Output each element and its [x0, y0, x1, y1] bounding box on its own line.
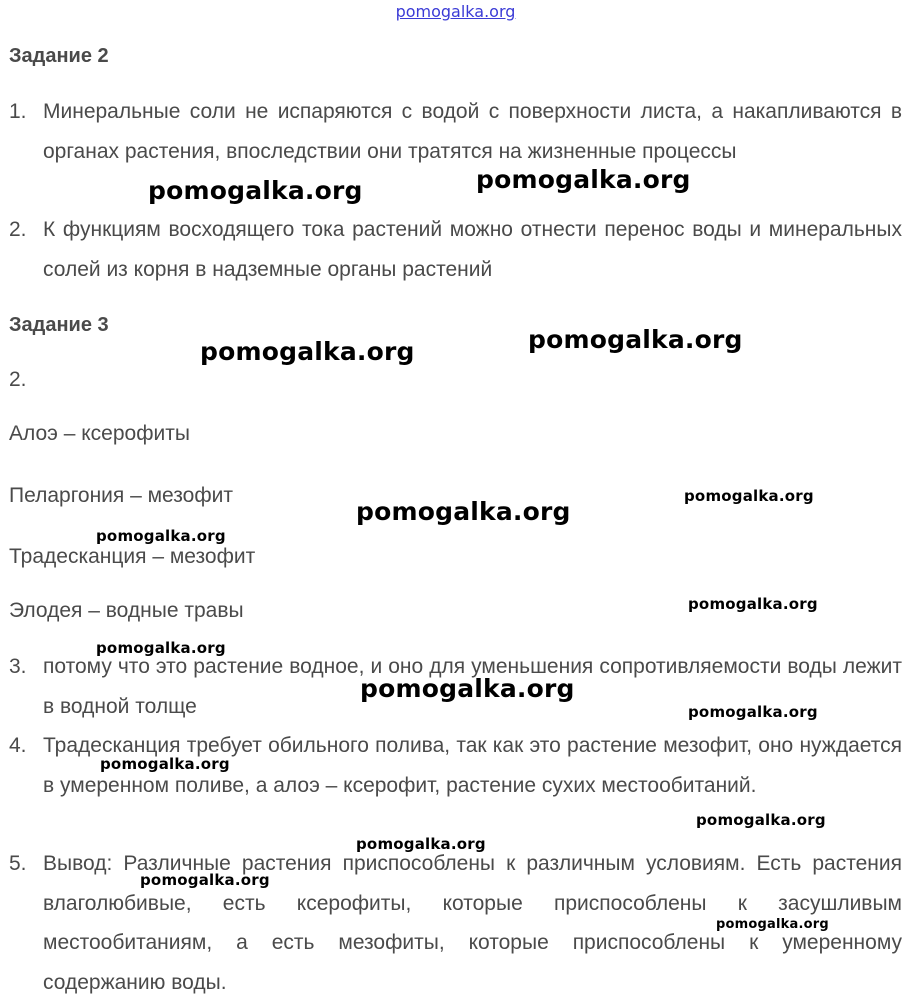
plant-elodea: Элодея – водные травы: [9, 599, 244, 622]
watermark: pomogalka.org: [528, 325, 743, 354]
task3-item-3-text: потому что это растение водное, и оно для уменьшения сопротивляемости воды лежит в водной толще: [43, 655, 902, 718]
task3-item-2-number: 2.: [9, 368, 27, 391]
task3-item-3-number: 3.: [9, 655, 27, 678]
plant-aloe: Алоэ – ксерофиты: [9, 422, 190, 445]
watermark: pomogalka.org: [96, 639, 226, 657]
plant-tradescantia: Традесканция – мезофит: [9, 545, 256, 568]
watermark: pomogalka.org: [696, 811, 826, 829]
task2-heading: Задание 2: [9, 45, 109, 67]
task3-item-4-text: Традесканция требует обильного полива, так как это растение мезофит, оно нуждается в умеренном поливе, а алоэ – ксерофит, растение сухих местообитаний.: [43, 734, 902, 797]
watermark: pomogalka.org: [716, 917, 829, 932]
site-link[interactable]: pomogalka.org: [395, 2, 516, 21]
task3-item-5-text: Вывод: Различные растения приспособлены к различным условиям. Есть растения влаголюбивые, есть ксерофиты, которые приспособлены к засушливым местообитаниям, а есть мезофиты, которые приспособлены к умеренному содержанию воды.: [43, 852, 902, 994]
task2-item-2-text: К функциям восходящего тока растений можно отнести перенос воды и минеральных солей из корня в надземные органы растений: [43, 218, 902, 281]
task2-item-1-number: 1.: [9, 100, 27, 123]
watermark: pomogalka.org: [356, 497, 571, 526]
watermark: pomogalka.org: [684, 487, 814, 505]
watermark: pomogalka.org: [688, 703, 818, 721]
watermark: pomogalka.org: [100, 755, 230, 773]
watermark: pomogalka.org: [476, 165, 691, 194]
task2-item-2-number: 2.: [9, 218, 27, 241]
watermark: pomogalka.org: [148, 176, 363, 205]
watermark: pomogalka.org: [688, 595, 818, 613]
task2-item-1: [9, 92, 902, 171]
watermark: pomogalka.org: [356, 835, 486, 853]
watermark: pomogalka.org: [96, 527, 226, 545]
task2-item-2: [9, 210, 902, 289]
task3-item-4-number: 4.: [9, 734, 27, 757]
task3-item-5-number: 5.: [9, 852, 27, 875]
task3-heading: Задание 3: [9, 314, 109, 336]
task2-item-1-text: Минеральные соли не испаряются с водой с поверхности листа, а накапливаются в органах растения, впоследствии они тратятся на жизненные процессы: [43, 100, 902, 163]
plant-pelargonium: Пеларгония – мезофит: [9, 484, 233, 507]
watermark: pomogalka.org: [140, 871, 270, 889]
watermark: pomogalka.org: [360, 674, 575, 703]
watermark: pomogalka.org: [200, 337, 415, 366]
